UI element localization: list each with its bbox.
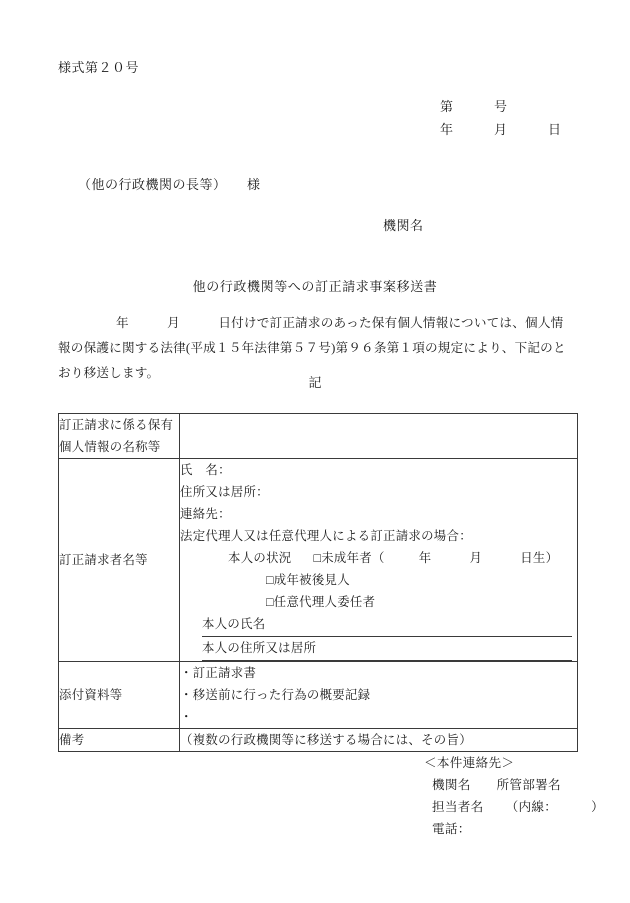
row-value-remarks[interactable]: （複数の行政機関等に移送する場合には、その旨） (180, 729, 578, 752)
minor-birthdate-field: 年 月 日生） (418, 551, 559, 565)
issuer-agency-name: 機関名 (383, 218, 424, 233)
attachment-item-2: ・移送前に行った行為の概要記録 (180, 688, 371, 702)
row-label-requester: 訂正請求者名等 (59, 459, 180, 662)
row-label-subject-info (59, 414, 180, 459)
contact-heading: ＜本件連絡先＞ (424, 756, 515, 770)
document-date-field: 年 月 日 (440, 122, 562, 137)
document-title: 他の行政機関等への訂正請求事案移送書 (192, 279, 438, 294)
agent-case-label: 法定代理人又は任意代理人による訂正請求の場合： (180, 529, 472, 543)
row-label-remarks: 備考 (59, 729, 180, 752)
contact-person-label: 担当者名 (432, 800, 484, 814)
row-label-subject-info-line2: 個人情報の名称等 (59, 440, 161, 454)
attachment-item-1: ・訂正請求書 (180, 666, 257, 680)
contact-phone: 電話： (432, 822, 471, 836)
table-row-subject-info (59, 414, 578, 459)
form-number: 様式第２０号 (58, 60, 140, 75)
principal-status-label: 本人の状況 (228, 551, 292, 565)
requester-name-field: 氏 名： (180, 463, 231, 477)
principal-address-field[interactable]: 本人の住所又は居所 (202, 637, 572, 661)
principal-status-row (180, 547, 577, 569)
body-paragraph-line-1: 年 月 日付けで訂正請求のあった保有個人情報については、個人情報の保護に (58, 316, 564, 355)
row-label-subject-info-line1: 訂正請求に係る保有 (59, 418, 174, 432)
document-number-field: 第 号 (440, 99, 508, 114)
checkbox-adult-guardian[interactable]: □成年被後見人 (266, 573, 350, 587)
checkbox-minor[interactable]: □未成年者（ (313, 551, 385, 565)
table-row-attachments (59, 662, 578, 729)
principal-name-field[interactable]: 本人の氏名 (202, 613, 572, 637)
requester-address-field: 住所又は居所： (180, 485, 269, 499)
contact-person-row (424, 796, 604, 818)
contact-block (424, 752, 604, 840)
row-label-attachments: 添付資料等 (59, 662, 180, 729)
row-value-requester[interactable] (180, 459, 578, 662)
checkbox-voluntary-delegate[interactable]: □任意代理人委任者 (266, 595, 376, 609)
row-value-attachments[interactable] (180, 662, 578, 729)
addressee-line: （他の行政機関の長等） 様 (78, 177, 261, 192)
contact-extension-label: （内線： (505, 800, 558, 814)
body-paragraph-line-2: 関する法律(平成１５年法律第５７号)第９６条第１項の規定により、下記のとおり移送します。 (58, 341, 566, 380)
row-value-subject-info-text (180, 414, 577, 452)
table-row-remarks (59, 729, 578, 752)
移送書-table (58, 413, 578, 752)
table-row-requester (59, 459, 578, 662)
attachment-item-3: ・ (180, 710, 193, 724)
requester-contact-field: 連絡先： (180, 507, 231, 521)
row-value-subject-info[interactable] (180, 414, 578, 459)
record-marker: 記 (308, 375, 322, 390)
contact-agency: 機関名 所管部署名 (432, 778, 561, 792)
contact-extension-close: ） (591, 800, 605, 814)
